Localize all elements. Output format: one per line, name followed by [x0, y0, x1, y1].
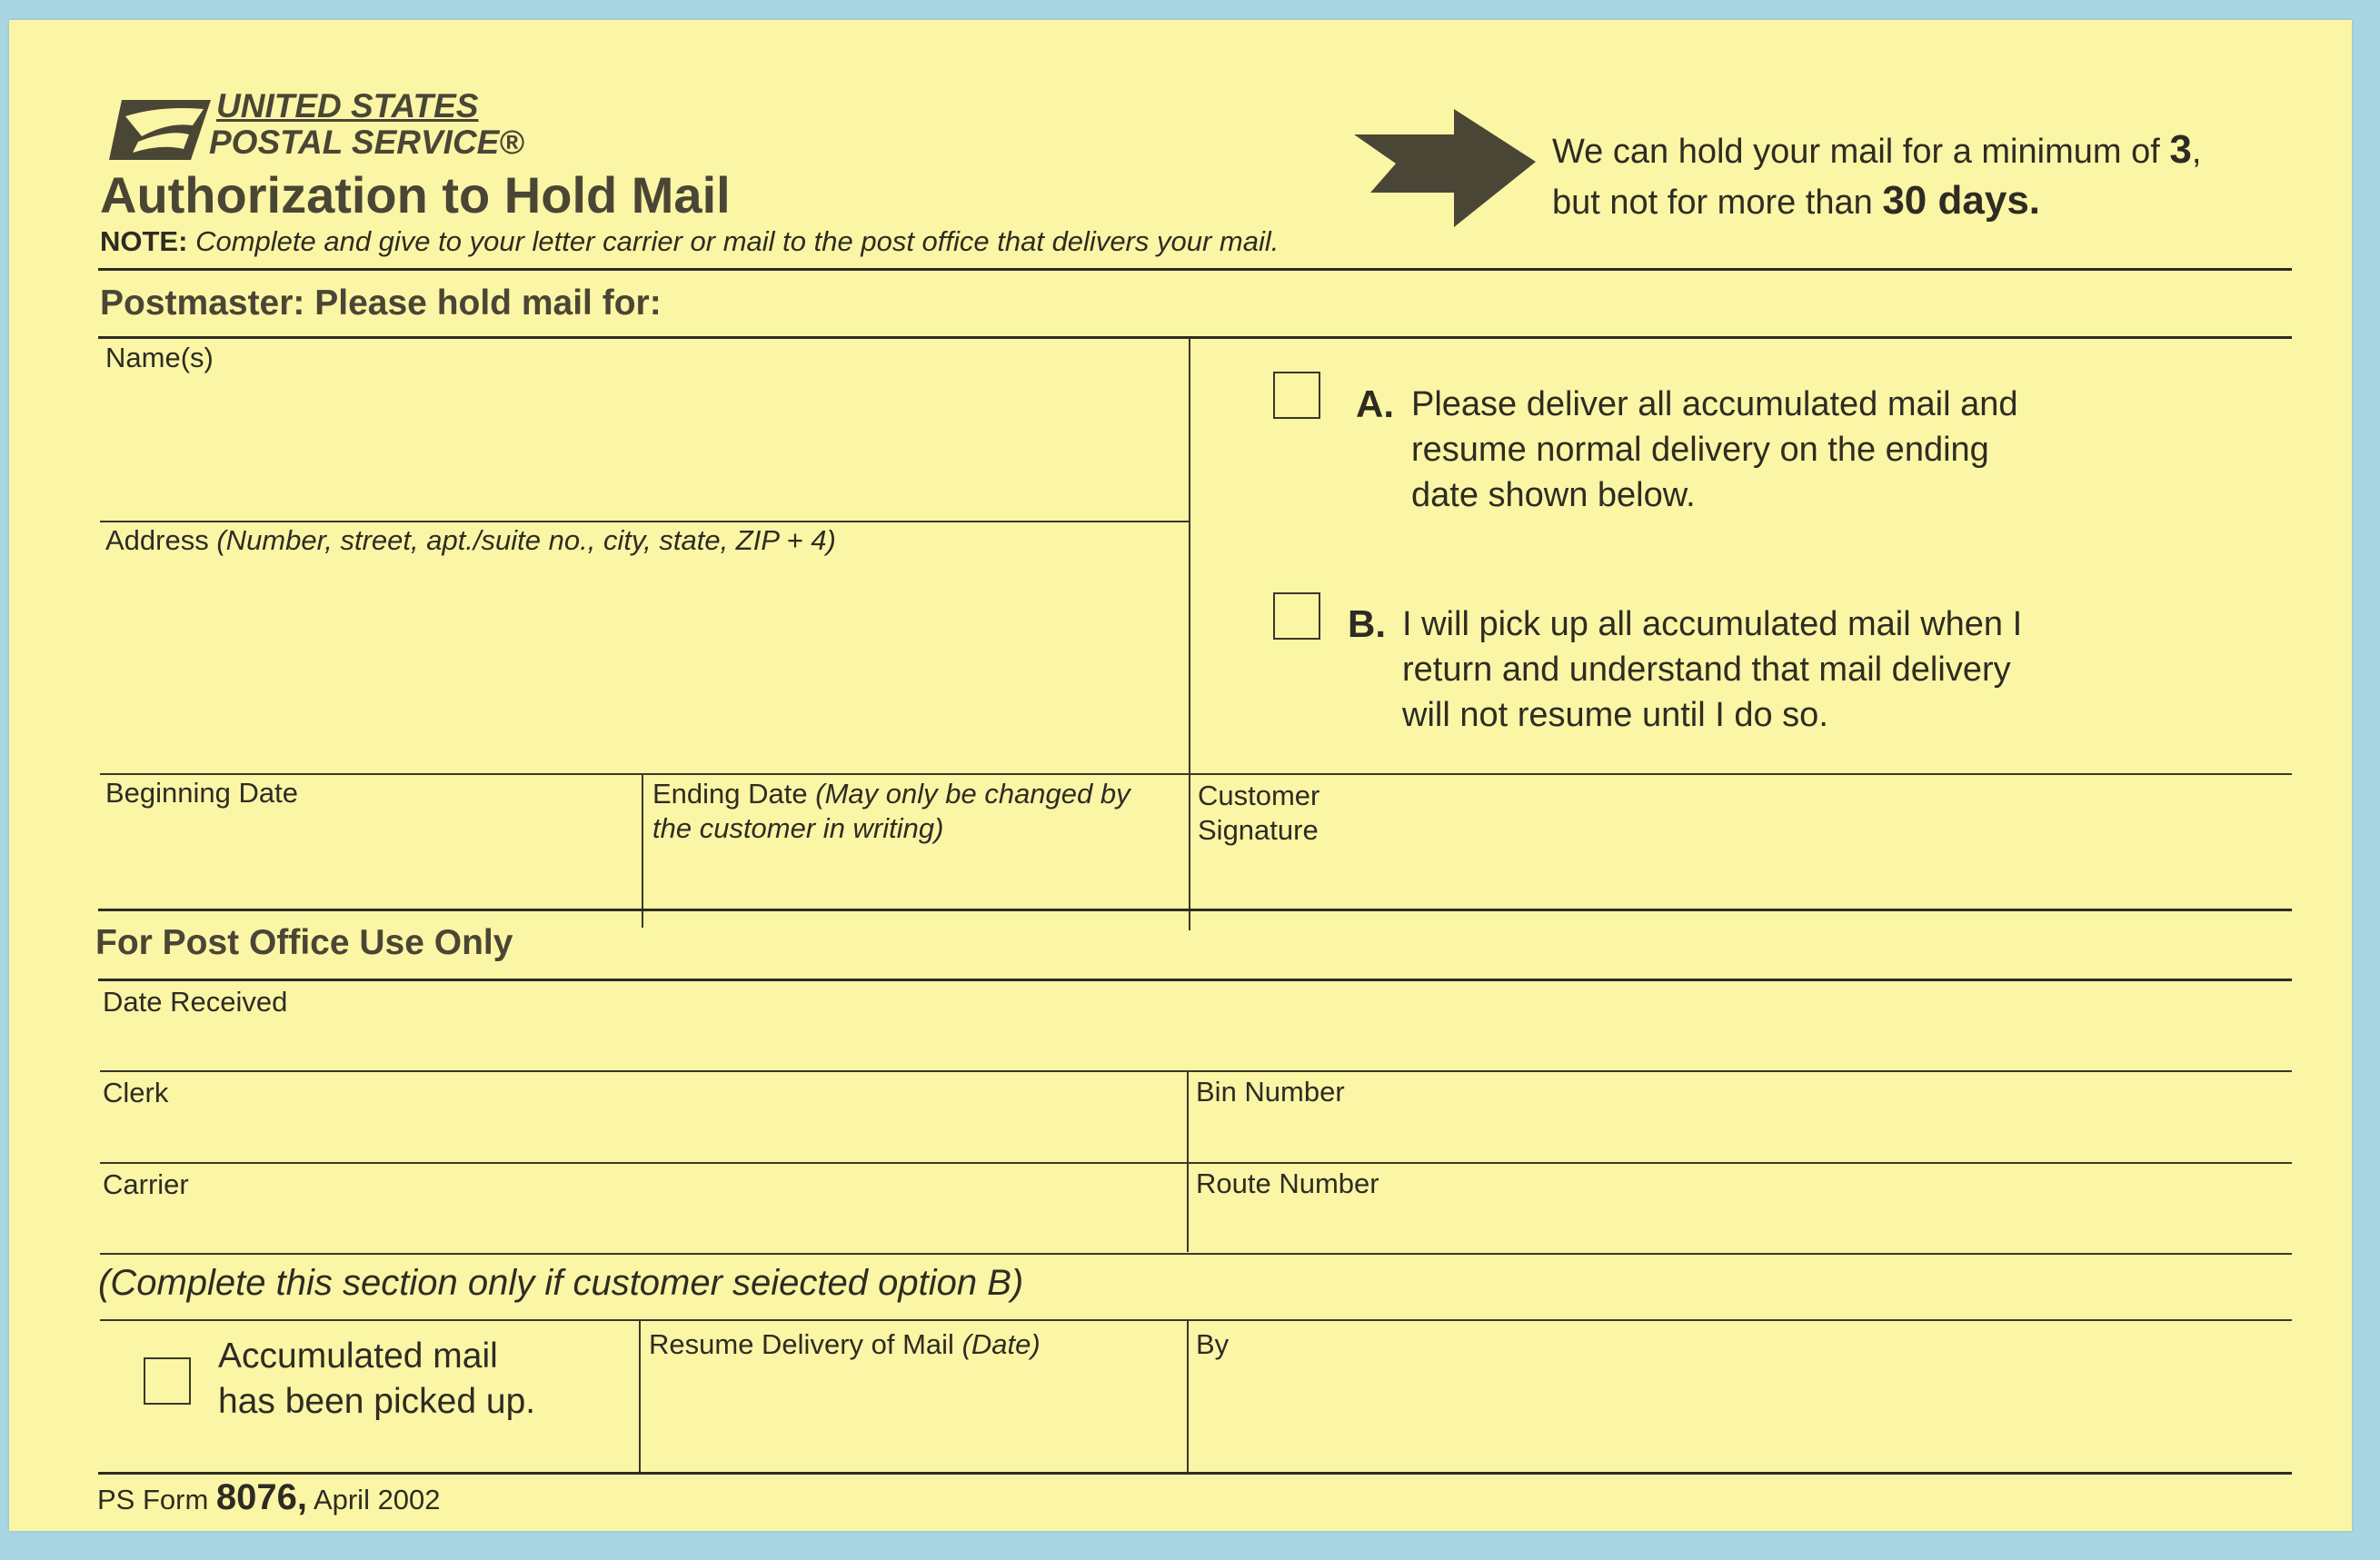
- divider: [98, 336, 2292, 339]
- ending-date-field[interactable]: [645, 847, 1181, 923]
- note-label: NOTE:: [100, 225, 188, 257]
- clerk-label: Clerk: [103, 1077, 169, 1108]
- by-label: By: [1196, 1328, 1230, 1360]
- form-id: PS Form 8076, April 2002: [97, 1477, 441, 1517]
- option-b-checkbox[interactable]: [1273, 592, 1320, 640]
- hold-min-days: 3: [2169, 127, 2192, 172]
- divider: [100, 1319, 2292, 1321]
- logo-line-1: UNITED STATES: [216, 87, 479, 124]
- divider: [100, 521, 1189, 522]
- divider: [98, 268, 2292, 271]
- address-field[interactable]: [100, 561, 1181, 788]
- divider: [100, 1162, 2292, 1164]
- divider: [642, 775, 643, 928]
- divider: [98, 909, 2292, 911]
- option-b-letter: B.: [1348, 602, 1386, 645]
- mail-picked-up-checkbox[interactable]: [144, 1357, 191, 1405]
- section-heading-hold: Postmaster: Please hold mail for:: [100, 283, 662, 323]
- divider: [98, 1472, 2292, 1475]
- divider: [100, 1070, 2292, 1072]
- customer-signature-field[interactable]: [1345, 783, 2281, 919]
- bin-number-label: Bin Number: [1196, 1076, 1345, 1108]
- section-heading-post-office: For Post Office Use Only: [95, 923, 513, 962]
- divider: [1187, 1321, 1189, 1473]
- names-field[interactable]: [100, 374, 1181, 529]
- resume-delivery-label: Resume Delivery of Mail (Date): [649, 1328, 1041, 1360]
- clerk-field[interactable]: [100, 1110, 1181, 1156]
- hold-mail-form: [9, 20, 2352, 1531]
- divider: [100, 1253, 2292, 1255]
- beginning-date-field[interactable]: [100, 810, 636, 919]
- form-number: 8076,: [215, 1477, 308, 1517]
- address-hint: (Number, street, apt./suite no., city, state, ZIP + 4): [216, 524, 836, 556]
- logo-line-2: POSTAL SERVICE®: [209, 124, 524, 161]
- by-field[interactable]: [1236, 1333, 2281, 1465]
- option-b-section-note: (Complete this section only if customer seiected option B): [98, 1263, 1024, 1303]
- resume-delivery-field[interactable]: [645, 1365, 1181, 1465]
- names-field-label: Name(s): [105, 342, 214, 373]
- address-field-label: Address (Number, street, apt./suite no., city, state, ZIP + 4): [105, 524, 836, 556]
- date-received-field[interactable]: [100, 1019, 2281, 1065]
- note-text: Complete and give to your letter carrier or mail to the post office that delivers your mail.: [195, 225, 1280, 257]
- route-number-field[interactable]: [1190, 1201, 2281, 1247]
- beginning-date-label: Beginning Date: [105, 777, 298, 809]
- route-number-label: Route Number: [1196, 1168, 1379, 1199]
- divider: [1189, 338, 1190, 930]
- carrier-field[interactable]: [100, 1201, 1181, 1247]
- page-title: Authorization to Hold Mail: [100, 166, 731, 224]
- hold-duration-note: [1552, 127, 2334, 225]
- bin-number-field[interactable]: [1190, 1110, 2281, 1156]
- divider: [639, 1321, 641, 1473]
- mail-picked-up-label: Accumulated mail has been picked up.: [218, 1336, 536, 1421]
- eagle-logo: [105, 89, 214, 171]
- option-a-text: Please deliver all accumulated mail and resume normal delivery on the ending date shown below.: [1411, 385, 2018, 514]
- option-a-checkbox[interactable]: [1273, 372, 1320, 419]
- carrier-label: Carrier: [103, 1168, 189, 1200]
- option-a-letter: A.: [1356, 383, 1394, 425]
- ending-date-label: Ending Date (May only be changed by the customer in writing): [652, 778, 1130, 844]
- customer-signature-label: Customer Signature: [1198, 780, 1320, 846]
- divider: [98, 979, 2292, 981]
- note: [100, 225, 1279, 258]
- hold-max-days: 30 days.: [1882, 178, 2041, 223]
- option-b-text: I will pick up all accumulated mail when I return and understand that mail delivery will not resume until I do so.: [1402, 605, 2023, 734]
- hold-duration-line-1: We can hold your mail for a minimum of 3,: [1552, 127, 2202, 172]
- hold-duration-line-2: but not for more than 30 days.: [1552, 178, 2041, 223]
- divider: [100, 773, 2292, 775]
- arrow-right-icon: [1354, 109, 1536, 236]
- date-received-label: Date Received: [103, 986, 288, 1018]
